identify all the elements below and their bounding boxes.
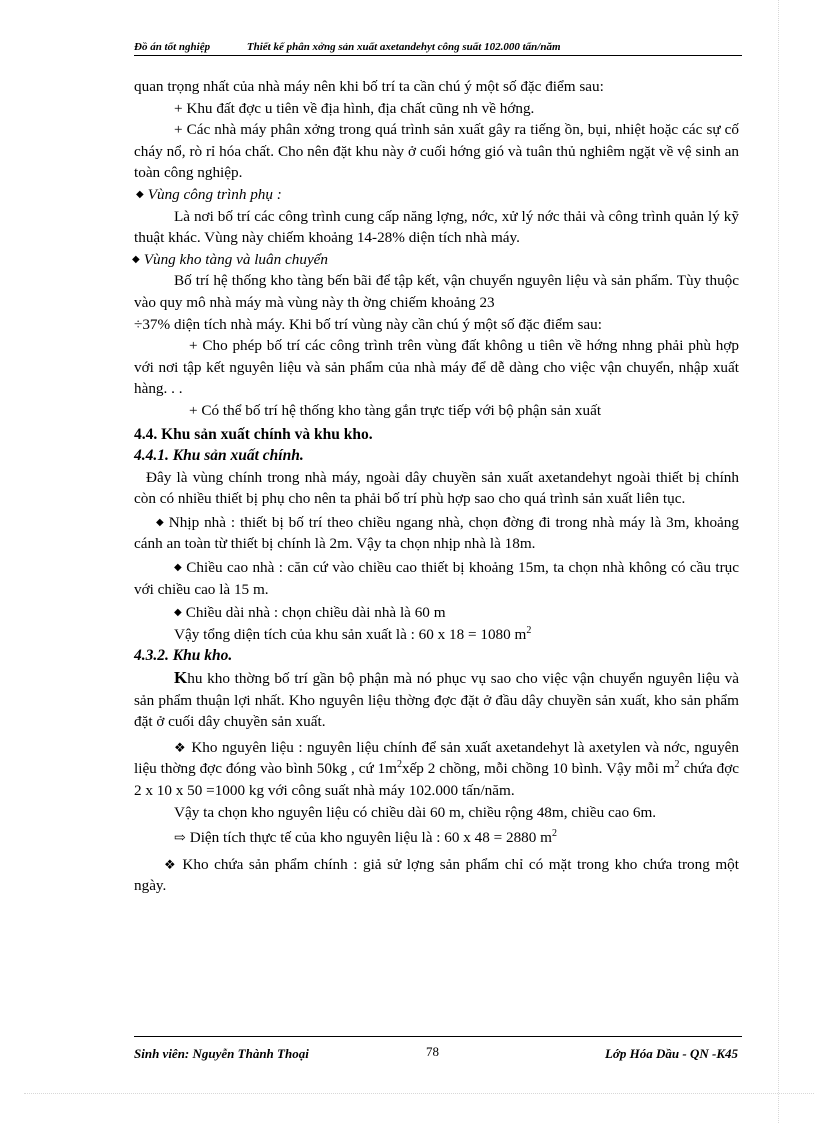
page-header (134, 40, 742, 56)
paragraph: quan trọng nhất của nhà máy nên khi bố trí ta cần chú ý một số đặc điểm sau: (134, 78, 604, 95)
page-footer (134, 1046, 742, 1066)
paragraph: Đây là vùng chính trong nhà máy, ngoài dây chuyền sản xuất axetandehyt ngoài thiết bị chính còn có nhiều thiết bị phụ cho nên ta phải bố trí phù hợp sao cho quá trình sản xuất liên tục. (134, 468, 739, 508)
footer-class: Lớp Hóa Dầu - QN -K45 (604, 1046, 738, 1061)
hollow-arrow-icon: ⇨ (174, 831, 186, 847)
header-left: Đồ án tốt nghiệp (134, 41, 211, 53)
paragraph-nhip-nha: ◆ Nhịp nhà : thiết bị bố trí theo chiều ngang nhà, chọn đờng đi trong nhà máy là 3m, khoảng cánh an toàn từ thiết bị chính là 2m. Vậy ta chọn nhịp nhà là 18m. (134, 513, 739, 553)
paragraph: Là nơi bố trí các công trình cung cấp năng lợng, nớc, xử lý nớc thải và công trình quản lý kỹ thuật khác. Vùng này chiếm khoảng 14-28% diện tích nhà máy. (134, 207, 739, 247)
four-diamond-icon: ❖ (164, 856, 178, 872)
paragraph: Bố trí hệ thống kho tàng bến bãi để tập kết, vận chuyển nguyên liệu và sản phẩm. Tùy thuộc vào quy mô nhà máy mà vùng này th ờng chiếm khoảng 23 (134, 272, 739, 311)
subheading-kho: ◆ Vùng kho tàng và luân chuyển (132, 250, 329, 268)
footer-student: Sinh viên: Nguyễn Thành Thoại (134, 1046, 309, 1061)
section-heading-4-3-2: 4.3.2. Khu kho. (134, 647, 233, 665)
page-boundary-dotted-vertical (778, 0, 779, 1123)
paragraph: + Khu đất đợc u tiên về địa hình, địa chất cũng nh về hớng. (174, 99, 535, 117)
section-heading-4-4-1: 4.4.1. Khu sản xuất chính. (134, 447, 304, 465)
diamond-icon: ◆ (174, 562, 183, 574)
diamond-icon: ◆ (156, 516, 165, 528)
section-heading-4-4: 4.4. Khu sản xuất chính và khu kho. (134, 425, 373, 443)
paragraph-kho-san-pham: ❖ Kho chứa sản phẩm chính : giả sử lợng sản phẩm chỉ có mặt trong kho chứa trong một ngày. (134, 855, 739, 895)
paragraph-khu-kho: Khu kho thờng bố trí gần bộ phận mà nó phục vụ sao cho việc vận chuyển nguyên liệu và sản phẩm thuận lợi nhất. Kho nguyên liệu thờng đợc đặt ở đầu dây chuyền sản xuất, kho sản phẩm đặt ở cuối dây chuyền sản xuất. (134, 668, 739, 731)
diamond-icon: ◆ (132, 253, 140, 265)
paragraph: + Cho phép bố trí các công trình trên vùng đất không u tiên về hớng nhng phải phù hợp với nơi tập kết nguyên liệu và sản phẩm của nhà máy để dễ dàng cho việc vận chuyển, nhập xuất hàng. . . (134, 337, 739, 398)
paragraph-tong-dien-tich: Vậy tổng diện tích của khu sản xuất là : 60 x 18 = 1080 $m^2$ (174, 624, 532, 643)
paragraph: ÷37% diện tích nhà máy. Khi bố trí vùng này cần chú ý một số đặc điểm sau: (134, 315, 602, 333)
paragraph: + Có thể bố trí hệ thống kho tàng gắn trực tiếp với bộ phận sản xuất (189, 401, 602, 419)
paragraph-kho-nguyen-lieu: ❖ Kho nguyên liệu : nguyên liệu chính để sản xuất axetandehyt là axetylen và nớc, nguyên liệu thờng đợc đóng vào bình 50kg , cứ $1m^2xếp$ 2 chồng, mỗi chồng 10 bình. Vậy mỗi $m^2$ chứa đợc 2 x 10 x 50 =1000 kg với công suất nhà máy 102.000 tấn/năm. (134, 738, 740, 799)
page-body (134, 76, 739, 897)
paragraph: Vậy ta chọn kho nguyên liệu có chiều dài 60 m, chiều rộng 48m, chiều cao 6m. (174, 803, 657, 821)
four-diamond-icon: ❖ (174, 739, 187, 755)
page-number: 78 (426, 1044, 439, 1059)
subheading-phu: ◆ Vùng công trình phụ : (136, 185, 282, 203)
diamond-icon: ◆ (136, 188, 144, 200)
header-right: Thiết kế phân xởng sản xuất axetandehyt công suất 102.000 tấn/năm (246, 41, 561, 53)
paragraph-dien-tich-thuc-te: ⇨ Diện tích thực tế của kho nguyên liệu là : 60 x 48 = 2880 $m^2$ (174, 828, 557, 847)
paragraph-chieu-dai: ◆ Chiều dài nhà : chọn chiều dài nhà là 60 m (174, 604, 446, 622)
diamond-icon: ◆ (174, 607, 182, 619)
footer-divider (134, 1036, 742, 1037)
page-boundary-dotted-line (24, 1093, 814, 1094)
paragraph-chieu-cao: ◆ Chiều cao nhà : căn cứ vào chiều cao thiết bị khoảng 15m, ta chọn nhà không có cầu trục với chiều cao là 15 m. (134, 559, 739, 598)
paragraph: + Các nhà máy phân xởng trong quá trình sản xuất gây ra tiếng ồn, bụi, nhiệt hoặc các sự cố cháy nổ, rò rỉ hóa chất. Cho nên đặt khu này ở cuối hớng gió và tuân thủ nghiêm ngặt về vệ sinh an toàn công nghiệp. (134, 121, 739, 182)
